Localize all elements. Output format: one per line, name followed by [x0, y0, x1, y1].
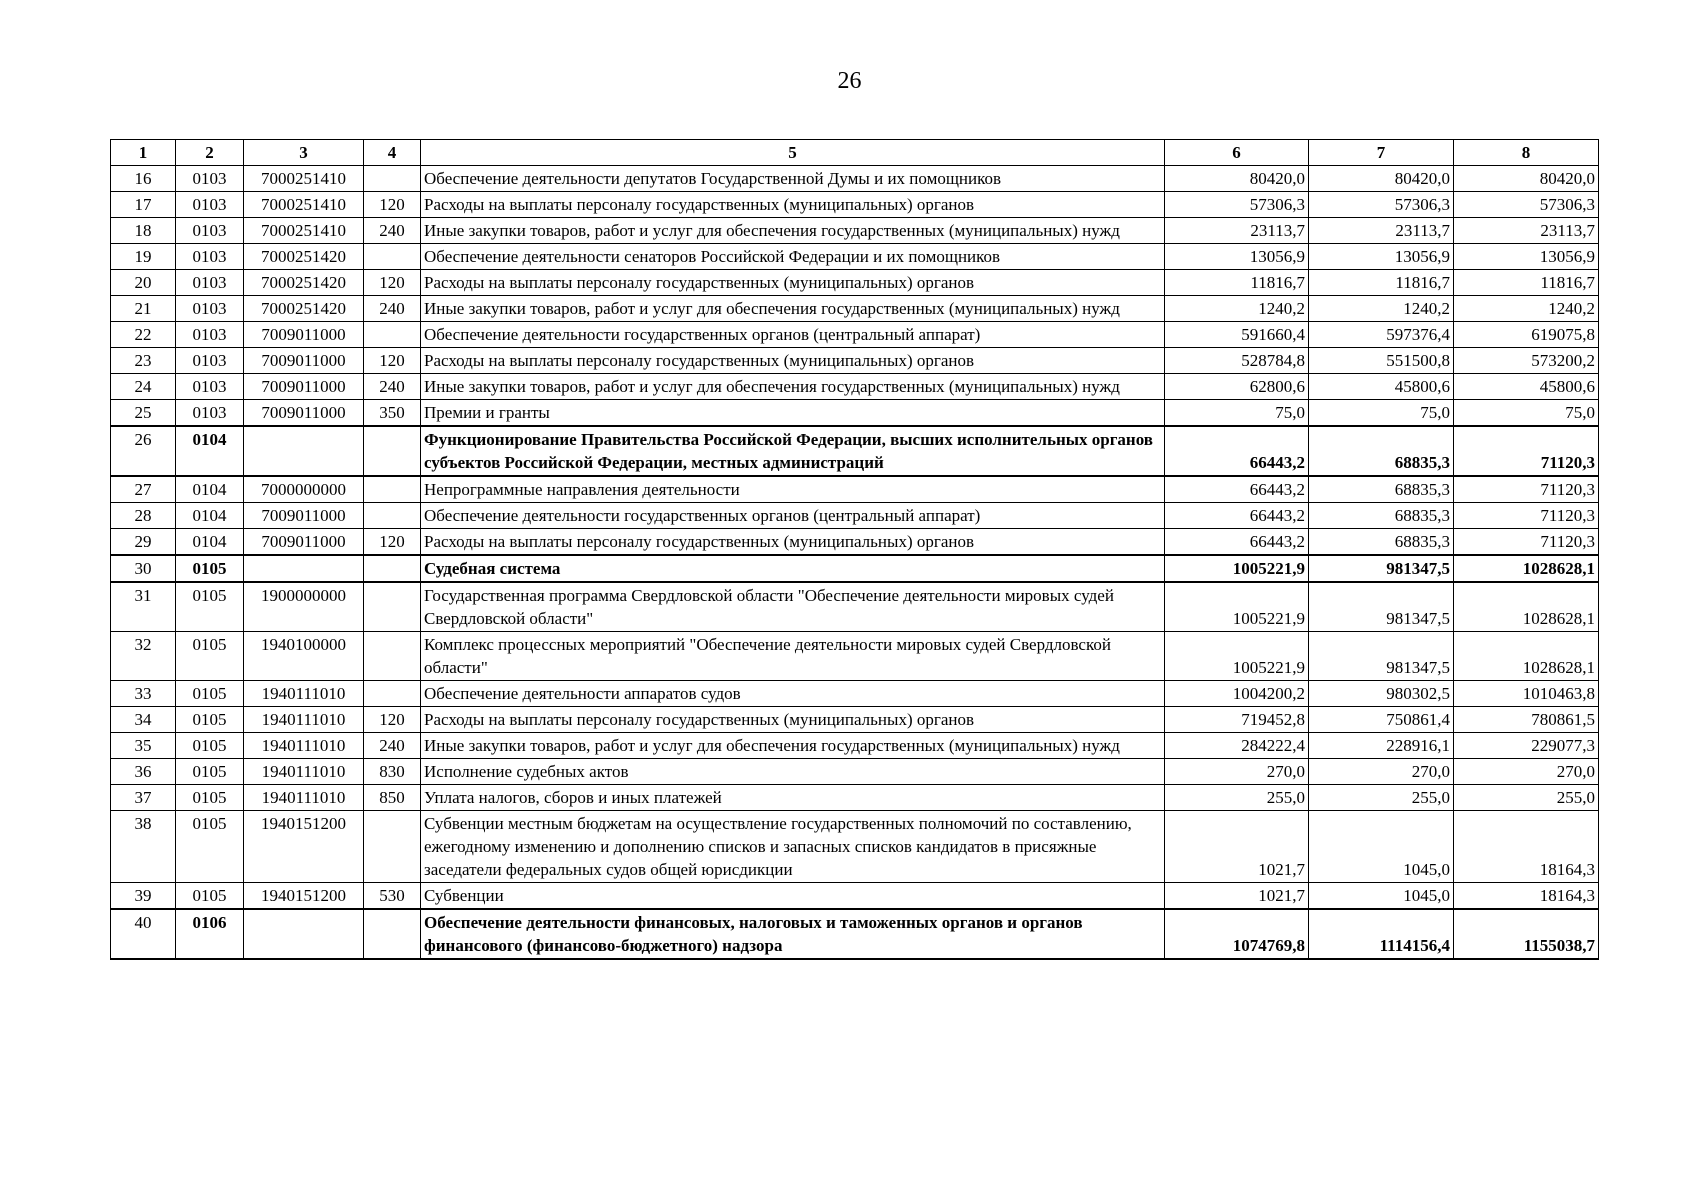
amount-col6-cell: 66443,2 — [1165, 529, 1309, 556]
row-number-cell: 23 — [111, 348, 176, 374]
row-number-cell: 33 — [111, 681, 176, 707]
row-number-cell: 25 — [111, 400, 176, 427]
row-number-cell: 28 — [111, 503, 176, 529]
section-code-cell: 0105 — [176, 555, 244, 582]
section-code-cell: 0103 — [176, 400, 244, 427]
expense-type-cell: 530 — [364, 883, 421, 910]
amount-col8-cell: 18164,3 — [1454, 883, 1599, 910]
item-name-cell: Расходы на выплаты персоналу государственных (муниципальных) органов — [421, 270, 1165, 296]
header-row — [111, 140, 1599, 166]
amount-col8-cell: 1155038,7 — [1454, 909, 1599, 959]
table-row — [111, 582, 1599, 632]
table-row — [111, 785, 1599, 811]
table-row — [111, 759, 1599, 785]
section-code-cell: 0105 — [176, 582, 244, 632]
expense-type-cell — [364, 555, 421, 582]
table-row — [111, 503, 1599, 529]
table-row — [111, 244, 1599, 270]
amount-col7-cell: 80420,0 — [1309, 166, 1454, 192]
section-code-cell: 0105 — [176, 707, 244, 733]
item-name-cell: Обеспечение деятельности финансовых, налоговых и таможенных органов и органов финансового (финансово-бюджетного) надзора — [421, 909, 1165, 959]
target-article-cell — [244, 909, 364, 959]
amount-col6-cell: 1004200,2 — [1165, 681, 1309, 707]
header-cell: 2 — [176, 140, 244, 166]
row-number-cell: 34 — [111, 707, 176, 733]
amount-col7-cell: 255,0 — [1309, 785, 1454, 811]
amount-col6-cell: 11816,7 — [1165, 270, 1309, 296]
row-number-cell: 31 — [111, 582, 176, 632]
amount-col8-cell: 780861,5 — [1454, 707, 1599, 733]
expense-type-cell — [364, 582, 421, 632]
amount-col8-cell: 11816,7 — [1454, 270, 1599, 296]
row-number-cell: 27 — [111, 476, 176, 503]
row-number-cell: 21 — [111, 296, 176, 322]
item-name-cell: Обеспечение деятельности депутатов Государственной Думы и их помощников — [421, 166, 1165, 192]
item-name-cell: Премии и гранты — [421, 400, 1165, 427]
amount-col7-cell: 1045,0 — [1309, 811, 1454, 883]
target-article-cell — [244, 555, 364, 582]
amount-col7-cell: 228916,1 — [1309, 733, 1454, 759]
item-name-cell: Расходы на выплаты персоналу государственных (муниципальных) органов — [421, 348, 1165, 374]
row-number-cell: 38 — [111, 811, 176, 883]
target-article-cell: 1940100000 — [244, 632, 364, 681]
item-name-cell: Исполнение судебных актов — [421, 759, 1165, 785]
item-name-cell: Иные закупки товаров, работ и услуг для обеспечения государственных (муниципальных) нужд — [421, 374, 1165, 400]
amount-col8-cell: 75,0 — [1454, 400, 1599, 427]
expense-type-cell — [364, 811, 421, 883]
target-article-cell: 1940111010 — [244, 681, 364, 707]
section-code-cell: 0104 — [176, 503, 244, 529]
expense-type-cell — [364, 322, 421, 348]
amount-col6-cell: 719452,8 — [1165, 707, 1309, 733]
section-code-cell: 0103 — [176, 166, 244, 192]
amount-col6-cell: 284222,4 — [1165, 733, 1309, 759]
table-row — [111, 322, 1599, 348]
expense-type-cell — [364, 503, 421, 529]
item-name-cell: Расходы на выплаты персоналу государственных (муниципальных) органов — [421, 192, 1165, 218]
table-row — [111, 426, 1599, 476]
target-article-cell: 1940151200 — [244, 811, 364, 883]
section-code-cell: 0103 — [176, 192, 244, 218]
expense-type-cell — [364, 681, 421, 707]
amount-col7-cell: 75,0 — [1309, 400, 1454, 427]
table-row — [111, 811, 1599, 883]
target-article-cell — [244, 426, 364, 476]
table-row — [111, 733, 1599, 759]
amount-col7-cell: 270,0 — [1309, 759, 1454, 785]
row-number-cell: 19 — [111, 244, 176, 270]
section-code-cell: 0103 — [176, 348, 244, 374]
target-article-cell: 7009011000 — [244, 374, 364, 400]
item-name-cell: Обеспечение деятельности государственных органов (центральный аппарат) — [421, 322, 1165, 348]
section-code-cell: 0103 — [176, 244, 244, 270]
expense-type-cell — [364, 632, 421, 681]
amount-col6-cell: 66443,2 — [1165, 426, 1309, 476]
target-article-cell: 1940111010 — [244, 785, 364, 811]
table-row — [111, 883, 1599, 910]
amount-col8-cell: 71120,3 — [1454, 529, 1599, 556]
section-code-cell: 0103 — [176, 322, 244, 348]
amount-col8-cell: 619075,8 — [1454, 322, 1599, 348]
item-name-cell: Иные закупки товаров, работ и услуг для обеспечения государственных (муниципальных) нужд — [421, 218, 1165, 244]
row-number-cell: 20 — [111, 270, 176, 296]
target-article-cell: 1940111010 — [244, 733, 364, 759]
row-number-cell: 16 — [111, 166, 176, 192]
page-number: 26 — [837, 68, 862, 94]
table-row — [111, 348, 1599, 374]
table-row — [111, 529, 1599, 556]
table-row — [111, 681, 1599, 707]
amount-col7-cell: 1240,2 — [1309, 296, 1454, 322]
target-article-cell: 1940151200 — [244, 883, 364, 910]
section-code-cell: 0103 — [176, 218, 244, 244]
row-number-cell: 29 — [111, 529, 176, 556]
table-row — [111, 218, 1599, 244]
header-cell: 1 — [111, 140, 176, 166]
amount-col7-cell: 597376,4 — [1309, 322, 1454, 348]
amount-col8-cell: 71120,3 — [1454, 426, 1599, 476]
amount-col7-cell: 68835,3 — [1309, 503, 1454, 529]
item-name-cell: Субвенции местным бюджетам на осуществление государственных полномочий по составлению, ежегодному изменению и дополнению списков и запасных списков кандидатов в присяжные заседатели федеральных судов общей юрисдикции — [421, 811, 1165, 883]
row-number-cell: 24 — [111, 374, 176, 400]
amount-col7-cell: 23113,7 — [1309, 218, 1454, 244]
expense-type-cell — [364, 244, 421, 270]
amount-col8-cell: 1028628,1 — [1454, 582, 1599, 632]
header-cell: 8 — [1454, 140, 1599, 166]
expense-type-cell — [364, 476, 421, 503]
amount-col6-cell: 1240,2 — [1165, 296, 1309, 322]
item-name-cell: Расходы на выплаты персоналу государственных (муниципальных) органов — [421, 707, 1165, 733]
section-code-cell: 0105 — [176, 785, 244, 811]
expense-type-cell: 120 — [364, 270, 421, 296]
amount-col6-cell: 57306,3 — [1165, 192, 1309, 218]
amount-col7-cell: 551500,8 — [1309, 348, 1454, 374]
table-row — [111, 270, 1599, 296]
target-article-cell: 7009011000 — [244, 322, 364, 348]
target-article-cell: 7000251410 — [244, 192, 364, 218]
item-name-cell: Обеспечение деятельности аппаратов судов — [421, 681, 1165, 707]
header-cell: 5 — [421, 140, 1165, 166]
amount-col6-cell: 23113,7 — [1165, 218, 1309, 244]
row-number-cell: 40 — [111, 909, 176, 959]
expense-type-cell: 240 — [364, 374, 421, 400]
row-number-cell: 32 — [111, 632, 176, 681]
amount-col7-cell: 13056,9 — [1309, 244, 1454, 270]
amount-col7-cell: 1045,0 — [1309, 883, 1454, 910]
target-article-cell: 7000251410 — [244, 166, 364, 192]
amount-col7-cell: 1114156,4 — [1309, 909, 1454, 959]
header-cell: 7 — [1309, 140, 1454, 166]
amount-col7-cell: 11816,7 — [1309, 270, 1454, 296]
table-row — [111, 707, 1599, 733]
amount-col8-cell: 573200,2 — [1454, 348, 1599, 374]
amount-col8-cell: 23113,7 — [1454, 218, 1599, 244]
target-article-cell: 7000251420 — [244, 270, 364, 296]
amount-col8-cell: 1010463,8 — [1454, 681, 1599, 707]
amount-col7-cell: 980302,5 — [1309, 681, 1454, 707]
item-name-cell: Иные закупки товаров, работ и услуг для обеспечения государственных (муниципальных) нужд — [421, 296, 1165, 322]
expense-type-cell: 240 — [364, 218, 421, 244]
item-name-cell: Субвенции — [421, 883, 1165, 910]
amount-col8-cell: 57306,3 — [1454, 192, 1599, 218]
item-name-cell: Судебная система — [421, 555, 1165, 582]
table-row — [111, 632, 1599, 681]
expense-type-cell: 120 — [364, 529, 421, 556]
section-code-cell: 0104 — [176, 426, 244, 476]
row-number-cell: 17 — [111, 192, 176, 218]
expense-type-cell — [364, 909, 421, 959]
amount-col8-cell: 71120,3 — [1454, 503, 1599, 529]
row-number-cell: 22 — [111, 322, 176, 348]
target-article-cell: 7009011000 — [244, 503, 364, 529]
amount-col6-cell: 270,0 — [1165, 759, 1309, 785]
expense-type-cell — [364, 166, 421, 192]
header-cell: 4 — [364, 140, 421, 166]
amount-col7-cell: 981347,5 — [1309, 582, 1454, 632]
amount-col8-cell: 270,0 — [1454, 759, 1599, 785]
amount-col6-cell: 80420,0 — [1165, 166, 1309, 192]
header-cell: 6 — [1165, 140, 1309, 166]
item-name-cell: Обеспечение деятельности государственных органов (центральный аппарат) — [421, 503, 1165, 529]
target-article-cell: 7009011000 — [244, 348, 364, 374]
amount-col6-cell: 255,0 — [1165, 785, 1309, 811]
amount-col6-cell: 1005221,9 — [1165, 582, 1309, 632]
amount-col6-cell: 1074769,8 — [1165, 909, 1309, 959]
amount-col8-cell: 80420,0 — [1454, 166, 1599, 192]
section-code-cell: 0103 — [176, 270, 244, 296]
amount-col6-cell: 591660,4 — [1165, 322, 1309, 348]
target-article-cell: 7000251420 — [244, 296, 364, 322]
amount-col8-cell: 1028628,1 — [1454, 555, 1599, 582]
row-number-cell: 26 — [111, 426, 176, 476]
target-article-cell: 1940111010 — [244, 759, 364, 785]
amount-col7-cell: 57306,3 — [1309, 192, 1454, 218]
amount-col8-cell: 18164,3 — [1454, 811, 1599, 883]
row-number-cell: 39 — [111, 883, 176, 910]
row-number-cell: 35 — [111, 733, 176, 759]
section-code-cell: 0105 — [176, 632, 244, 681]
section-code-cell: 0103 — [176, 296, 244, 322]
amount-col7-cell: 45800,6 — [1309, 374, 1454, 400]
amount-col6-cell: 1005221,9 — [1165, 555, 1309, 582]
expense-type-cell: 120 — [364, 707, 421, 733]
section-code-cell: 0105 — [176, 759, 244, 785]
row-number-cell: 30 — [111, 555, 176, 582]
amount-col8-cell: 13056,9 — [1454, 244, 1599, 270]
budget-table — [110, 139, 1599, 960]
table-row — [111, 555, 1599, 582]
section-code-cell: 0105 — [176, 733, 244, 759]
table-row — [111, 400, 1599, 427]
item-name-cell: Расходы на выплаты персоналу государственных (муниципальных) органов — [421, 529, 1165, 556]
target-article-cell: 7000251420 — [244, 244, 364, 270]
table-row — [111, 374, 1599, 400]
amount-col7-cell: 68835,3 — [1309, 529, 1454, 556]
amount-col6-cell: 1021,7 — [1165, 883, 1309, 910]
target-article-cell: 7000000000 — [244, 476, 364, 503]
amount-col7-cell: 750861,4 — [1309, 707, 1454, 733]
amount-col6-cell: 75,0 — [1165, 400, 1309, 427]
expense-type-cell: 240 — [364, 296, 421, 322]
amount-col6-cell: 1021,7 — [1165, 811, 1309, 883]
amount-col8-cell: 45800,6 — [1454, 374, 1599, 400]
expense-type-cell — [364, 426, 421, 476]
amount-col6-cell: 66443,2 — [1165, 503, 1309, 529]
amount-col8-cell: 71120,3 — [1454, 476, 1599, 503]
expense-type-cell: 120 — [364, 192, 421, 218]
section-code-cell: 0105 — [176, 883, 244, 910]
target-article-cell: 7000251410 — [244, 218, 364, 244]
amount-col7-cell: 68835,3 — [1309, 426, 1454, 476]
section-code-cell: 0105 — [176, 811, 244, 883]
expense-type-cell: 240 — [364, 733, 421, 759]
target-article-cell: 1940111010 — [244, 707, 364, 733]
amount-col6-cell: 66443,2 — [1165, 476, 1309, 503]
item-name-cell: Государственная программа Свердловской области "Обеспечение деятельности мировых судей Свердловской области" — [421, 582, 1165, 632]
amount-col6-cell: 1005221,9 — [1165, 632, 1309, 681]
expense-type-cell: 830 — [364, 759, 421, 785]
section-code-cell: 0106 — [176, 909, 244, 959]
expense-type-cell: 350 — [364, 400, 421, 427]
row-number-cell: 37 — [111, 785, 176, 811]
row-number-cell: 36 — [111, 759, 176, 785]
amount-col8-cell: 1028628,1 — [1454, 632, 1599, 681]
table-row — [111, 192, 1599, 218]
amount-col7-cell: 68835,3 — [1309, 476, 1454, 503]
section-code-cell: 0104 — [176, 529, 244, 556]
amount-col8-cell: 229077,3 — [1454, 733, 1599, 759]
amount-col8-cell: 255,0 — [1454, 785, 1599, 811]
section-code-cell: 0103 — [176, 374, 244, 400]
amount-col6-cell: 528784,8 — [1165, 348, 1309, 374]
header-cell: 3 — [244, 140, 364, 166]
item-name-cell: Уплата налогов, сборов и иных платежей — [421, 785, 1165, 811]
amount-col7-cell: 981347,5 — [1309, 632, 1454, 681]
row-number-cell: 18 — [111, 218, 176, 244]
section-code-cell: 0105 — [176, 681, 244, 707]
item-name-cell: Иные закупки товаров, работ и услуг для обеспечения государственных (муниципальных) нужд — [421, 733, 1165, 759]
amount-col7-cell: 981347,5 — [1309, 555, 1454, 582]
target-article-cell: 7009011000 — [244, 529, 364, 556]
item-name-cell: Функционирование Правительства Российской Федерации, высших исполнительных органов субъектов Российской Федерации, местных администраций — [421, 426, 1165, 476]
table-row — [111, 296, 1599, 322]
amount-col6-cell: 13056,9 — [1165, 244, 1309, 270]
target-article-cell: 7009011000 — [244, 400, 364, 427]
expense-type-cell: 120 — [364, 348, 421, 374]
table-row — [111, 909, 1599, 959]
target-article-cell: 1900000000 — [244, 582, 364, 632]
item-name-cell: Обеспечение деятельности сенаторов Российской Федерации и их помощников — [421, 244, 1165, 270]
table-body — [111, 166, 1599, 960]
table-row — [111, 166, 1599, 192]
amount-col6-cell: 62800,6 — [1165, 374, 1309, 400]
table-row — [111, 476, 1599, 503]
item-name-cell: Непрограммные направления деятельности — [421, 476, 1165, 503]
section-code-cell: 0104 — [176, 476, 244, 503]
expense-type-cell: 850 — [364, 785, 421, 811]
item-name-cell: Комплекс процессных мероприятий "Обеспечение деятельности мировых судей Свердловской области" — [421, 632, 1165, 681]
amount-col8-cell: 1240,2 — [1454, 296, 1599, 322]
